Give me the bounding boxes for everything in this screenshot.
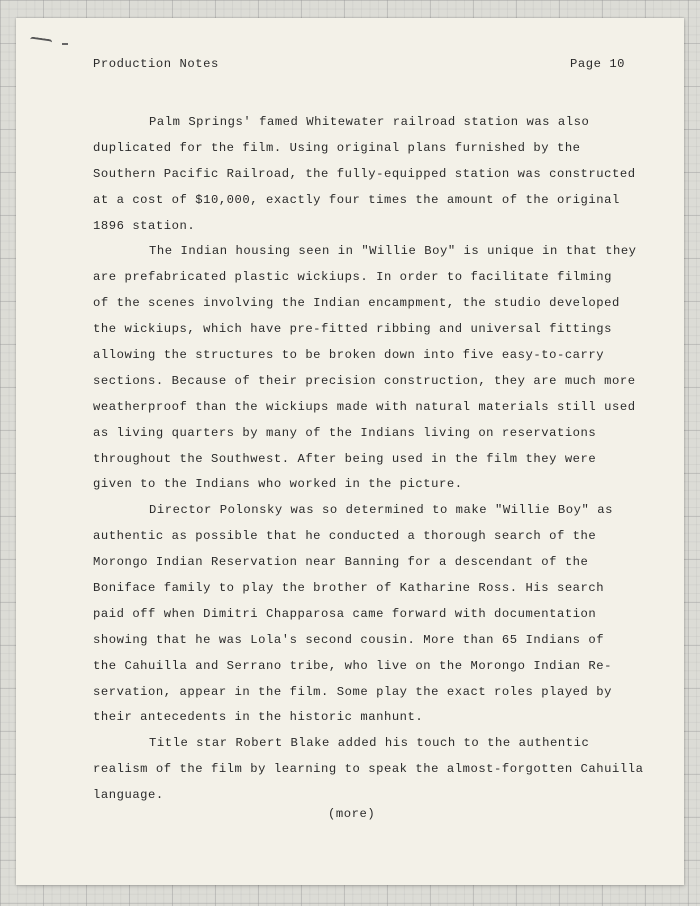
paragraph-2-line-7: weatherproof than the wickiups made with natural materials still used — [93, 399, 636, 414]
paragraph-3-line-4: Boniface family to play the brother of Katharine Ross. His search — [93, 581, 605, 596]
more-marker: (more) — [328, 807, 376, 821]
paragraph-3-line-3: Morongo Indian Reservation near Banning for a descendant of the — [93, 555, 589, 570]
paragraph-2-line-8: as living quarters by many of the Indians living on reservations — [93, 425, 597, 440]
paragraph-2-line-10: given to the Indians who worked in the picture. — [93, 477, 463, 492]
paragraph-1-line-5: 1896 station. — [93, 218, 196, 233]
paragraph-1-line-2: duplicated for the film. Using original plans furnished by the — [93, 140, 581, 155]
paragraph-3-line-8: servation, appear in the film. Some play the exact roles played by — [93, 684, 613, 699]
paragraph-3-line-6: showing that he was Lola's second cousin. More than 65 Indians of — [93, 632, 605, 647]
paragraph-1-line-1: Palm Springs' famed Whitewater railroad station was also — [149, 115, 590, 129]
paragraph-3-line-7: the Cahuilla and Serrano tribe, who live on the Morongo Indian Re- — [93, 658, 613, 673]
paragraph-2-line-5: allowing the structures to be broken down into five easy-to-carry — [93, 348, 605, 363]
paragraph-2-line-2: are prefabricated plastic wickiups. In order to facilitate filming — [93, 270, 613, 285]
paragraph-4-line-1: Title star Robert Blake added his touch to the authentic — [149, 736, 590, 751]
header-title: Production Notes — [93, 57, 219, 71]
paragraph-3-line-5: paid off when Dimitri Chapparosa came forward with documentation — [93, 606, 597, 621]
paragraph-2-line-6: sections. Because of their precision construction, they are much more — [93, 373, 636, 388]
staple-mark-small — [62, 43, 68, 45]
page-number: Page 10 — [570, 57, 626, 71]
paragraph-3-line-2: authentic as possible that he conducted a thorough search of the — [93, 529, 597, 544]
paragraph-2-line-4: the wickiups, which have pre-fitted ribbing and universal fittings — [93, 322, 613, 337]
paragraph-3-line-9: their antecedents in the historic manhunt. — [93, 710, 424, 725]
document-body — [93, 110, 653, 809]
staple-mark — [30, 36, 53, 45]
paragraph-2-line-3: of the scenes involving the Indian encampment, the studio developed — [93, 296, 620, 311]
paragraph-2-line-9: throughout the Southwest. After being used in the film they were — [93, 451, 597, 466]
paragraph-3-line-1: Director Polonsky was so determined to make "Willie Boy" as — [149, 503, 613, 518]
paragraph-4-line-3: language. — [93, 788, 164, 803]
paragraph-1-line-4: at a cost of $10,000, exactly four times the amount of the original — [93, 192, 620, 207]
document-page — [16, 18, 684, 885]
paragraph-1-line-3: Southern Pacific Railroad, the fully-equipped station was constructed — [93, 166, 636, 181]
paragraph-4-line-2: realism of the film by learning to speak the almost-forgotten Cahuilla — [93, 762, 644, 777]
paragraph-2-line-1: The Indian housing seen in "Willie Boy" is unique in that they — [149, 244, 637, 259]
